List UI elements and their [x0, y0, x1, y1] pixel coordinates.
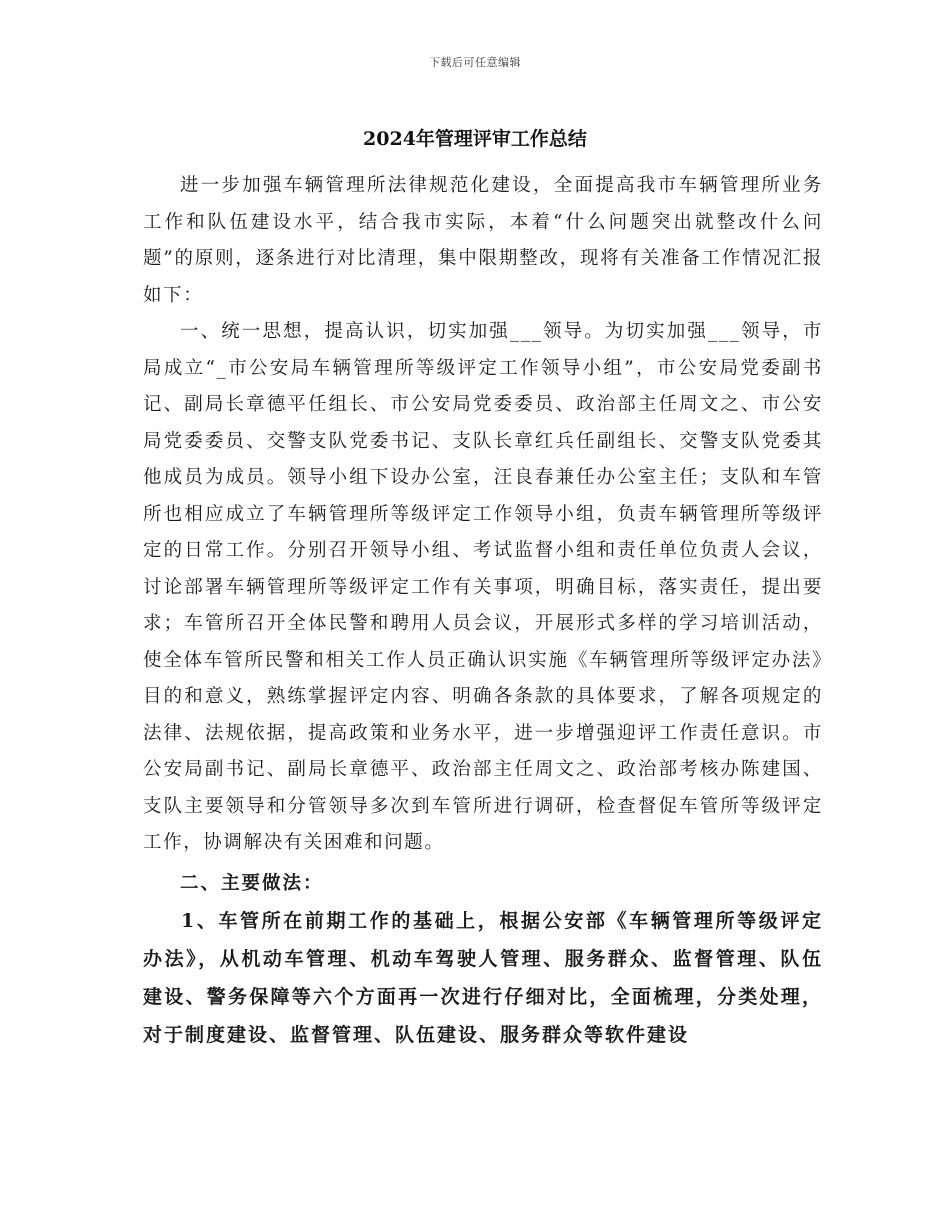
intro-paragraph: 进一步加强车辆管理所法律规范化建设，全面提高我市车辆管理所业务工作和队伍建设水平，结合我市实际，本着“什么问题突出就整改什么问题”的原则，逐条进行对比清理，集中限期整改，现将有关准备工作情况汇报如下：	[143, 175, 823, 306]
document-title: 2024年管理评审工作总结	[363, 128, 587, 150]
document-body	[143, 168, 823, 1054]
header-note: 下载后可任意编辑	[429, 56, 521, 69]
section-one-paragraph: 一、统一思想，提高认识，切实加强___领导。为切实加强___领导，市局成立“_市公安局车辆管理所等级评定工作领导小组”，市公安局党委副书记、副局长章德平任组长、市公安局党委委员、政治部主任周文之、市公安局党委委员、交警支队党委书记、支队长章红兵任副组长、交警支队党委其他成员为成员。领导小组下设办公室，汪良春兼任办公室主任；支队和车管所也相应成立了车辆管理所等级评定工作领导小组，负责车辆管理所等级评定的日常工作。分别召开领导小组、考试监督小组和责任单位负责人会议，讨论部署车辆管理所等级评定工作有关事项，明确目标，落实责任，提出要求；车管所召开全体民警和聘用人员会议，开展形式多样的学习培训活动，使全体车管所民警和相关工作人员正确认识实施《车辆管理所等级评定办法》目的和意义，熟练掌握评定内容、明确各条款的具体要求，了解各项规定的法律、法规依据，提高政策和业务水平，进一步增强迎评工作责任意识。市公安局副书记、副局长章德平、政治部主任周文之、政治部考核办陈建国、支队主要领导和分管领导多次到车管所进行调研，检查督促车管所等级评定工作，协调解决有关困难和问题。	[143, 321, 823, 853]
section-two-heading: 二、主要做法：	[180, 872, 324, 894]
section-two-item-one: 1、车管所在前期工作的基础上，根据公安部《车辆管理所等级评定办法》，从机动车管理、机动车驾驶人管理、服务群众、监督管理、队伍建设、警务保障等六个方面再一次进行仔细对比，全面梳理，分类处理，对于制度建设、监督管理、队伍建设、服务群众等软件建设	[143, 910, 823, 1046]
